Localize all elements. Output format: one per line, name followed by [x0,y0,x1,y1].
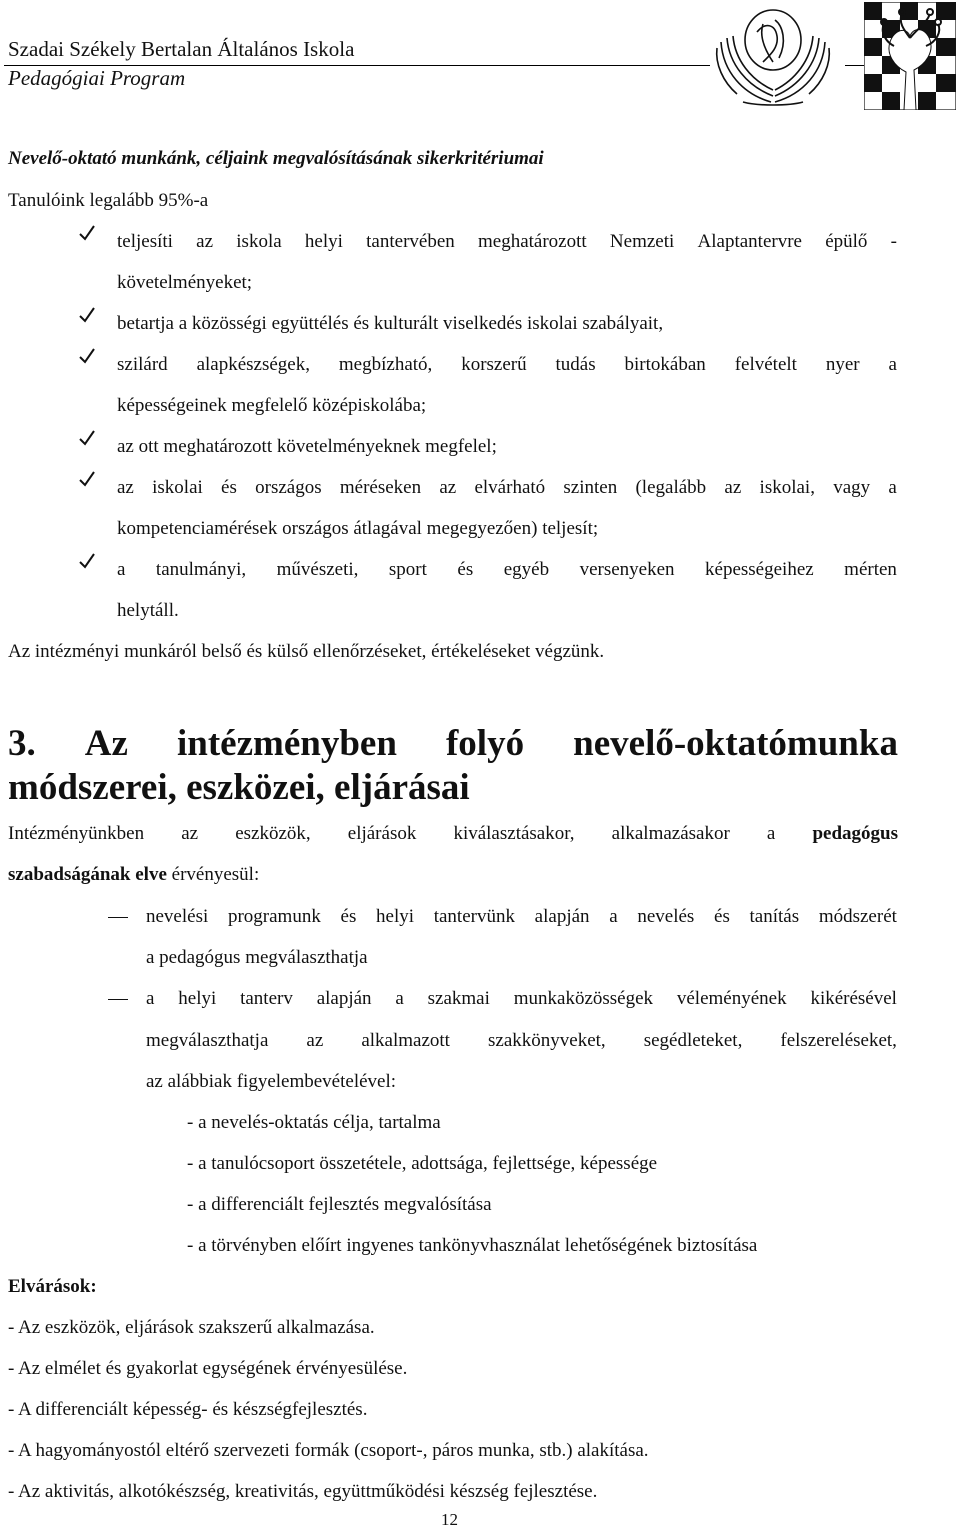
page-number: 12 [441,1510,458,1529]
header-rule-right [845,65,865,66]
section-heading-line-2: módszerei, eszközei, eljárásai [8,767,470,808]
criteria-item-5-line-2: kompetenciamérések országos átlagával megegyezően) teljesít; [117,518,599,539]
expectation-item-4: - A hagyományostól eltérő szervezeti formák (csoport-, páros munka, stb.) alakítása. [8,1440,649,1461]
document-name: Pedagógiai Program [8,66,186,90]
dash-bullet [108,999,128,1000]
criteria-item-4-line-1: az ott meghatározott követelményeknek megfelel; [117,436,497,457]
check-icon [78,470,96,488]
sub-item-3: - a differenciált fejlesztés megvalósítása [187,1194,492,1215]
criteria-title: Nevelő-oktató munkánk, céljaink megvalósításának sikerkritériumai [8,148,544,169]
criteria-item-2-line-1: betartja a közösségi együttélés és kulturált viselkedés iskolai szabályait, [117,313,664,334]
dash-item-2-line-1: a helyi tanterv alapján a szakmai munkaközösségek véleményének kikérésével [146,988,897,1009]
criteria-item-3-line-2: képességeinek megfelelő középiskolába; [117,395,427,416]
dash-item-1-line-1: nevelési programunk és helyi tantervünk alapján a nevelés és tanítás módszerét [146,906,897,927]
section-heading-line-1: 3. Az intézményben folyó nevelő-oktatómunka [8,723,898,764]
sub-item-2: - a tanulócsoport összetétele, adottsága, fejlettsége, képessége [187,1153,658,1174]
dash-item-2-line-3: az alábbiak figyelembevételével: [146,1071,397,1092]
expectation-item-1: - Az eszközök, eljárások szakszerű alkalmazása. [8,1317,375,1338]
expectations-title: Elvárások: [8,1276,97,1297]
check-icon [78,552,96,570]
criteria-closing: Az intézményi munkáról belső és külső ellenőrzéseket, értékeléseket végzünk. [8,641,605,662]
check-icon [78,347,96,365]
school-name: Szadai Székely Bertalan Általános Iskola [8,37,355,61]
criteria-intro: Tanulóink legalább 95%-a [8,190,209,211]
methods-text: Intézményünkben az eszközök, eljárások kiválasztásakor, alkalmazásakor a [8,823,813,844]
check-icon [78,306,96,324]
sub-item-4: - a törvényben előírt ingyenes tankönyvhasználat lehetőségének biztosítása [187,1235,758,1256]
page-header [0,0,960,112]
dash-bullet [108,917,128,918]
chess-tree-logo-icon [864,2,956,110]
check-icon [78,429,96,447]
methods-bold-text: pedagógus [812,823,898,844]
check-icon [78,224,96,242]
criteria-item-6-line-1: a tanulmányi, művészeti, sport és egyéb versenyeken képességeihez mérten [117,559,897,580]
criteria-item-6-line-2: helytáll. [117,600,179,621]
criteria-item-1-line-2: követelményeket; [117,272,253,293]
hands-leaf-logo-icon [713,2,838,110]
methods-bold-text: szabadságának elve [8,864,167,885]
dash-item-1-line-2: a pedagógus megválaszthatja [146,947,368,968]
criteria-item-1-line-1: teljesíti az iskola helyi tantervében meghatározott Nemzeti Alaptantervre épülő - [117,231,897,252]
criteria-item-5-line-1: az iskolai és országos méréseken az elvárható szinten (legalább az iskolai, vagy a [117,477,897,498]
expectation-item-3: - A differenciált képesség- és készségfejlesztés. [8,1399,368,1420]
sub-item-1: - a nevelés-oktatás célja, tartalma [187,1112,441,1133]
methods-paragraph-line-2 [8,864,259,886]
expectation-item-2: - Az elmélet és gyakorlat egységének érvényesülése. [8,1358,408,1379]
expectation-item-5: - Az aktivitás, alkotókészség, kreativitás, együttműködési készség fejlesztése. [8,1481,598,1502]
criteria-item-3-line-1: szilárd alapkészségek, megbízható, korszerű tudás birtokában felvételt nyer a [117,354,897,375]
methods-paragraph-line-1 [8,823,898,845]
dash-item-2-line-2: megválaszthatja az alkalmazott szakkönyveket, segédleteket, felszereléseket, [146,1030,897,1051]
methods-text: érvényesül: [166,864,260,885]
